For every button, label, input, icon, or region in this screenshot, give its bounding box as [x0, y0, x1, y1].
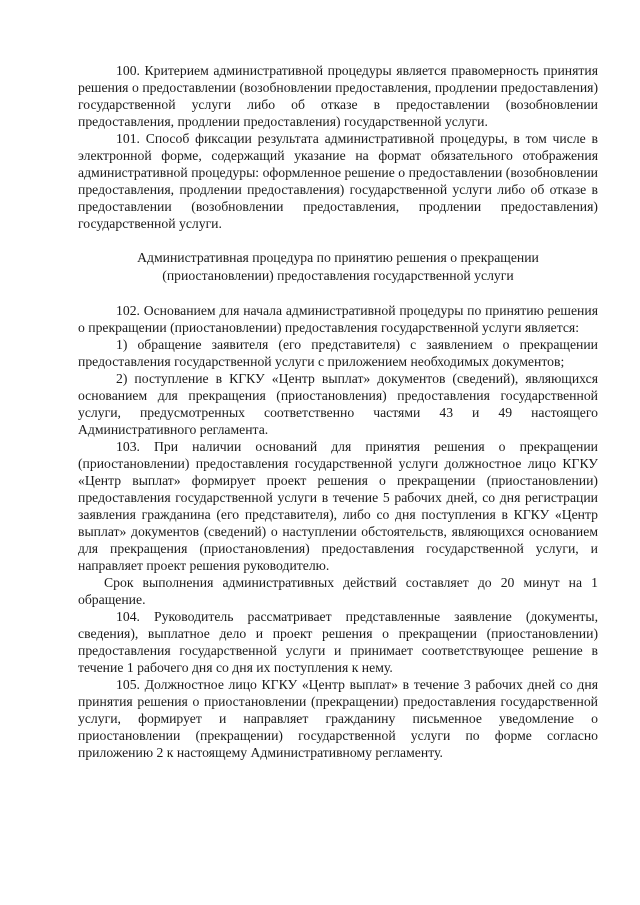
paragraph-102: 102. Основанием для начала административной процедуры по принятию решения о прекращении (приостановлении) предоставления государственной услуги является: — [78, 303, 598, 335]
paragraph-103: 103. При наличии оснований для принятия решения о прекращении (приостановлении) предоставления государственной услуги должностное лицо КГКУ «Центр выплат» формирует проект решения о прекращении (приостановлении) предоставления государственной услуги в течение 5 рабочих дней, со дня регистрации заявления гражданина (его представителя), либо со дня поступления в КГКУ «Центр выплат» документов (сведений) о наступлении обстоятельств, являющихся основанием для прекращения (приостановления) предоставления государственной услуги, и направляет проект решения руководителю. — [78, 439, 598, 573]
paragraph-deadline: Срок выполнения административных действий составляет до 20 минут на 1 обращение. — [78, 575, 598, 607]
document-page — [78, 62, 598, 761]
section-heading: Административная процедура по принятию решения о прекращении (приостановлении) предоставления государственной услуги — [137, 250, 539, 283]
list-item-2: 2) поступление в КГКУ «Центр выплат» документов (сведений), являющихся основанием для прекращения (приостановления) предоставления государственной услуги, предусмотренных соответственно частями 43 и 49 настоящего Административного регламента. — [78, 371, 598, 437]
paragraph-105: 105. Должностное лицо КГКУ «Центр выплат» в течение 3 рабочих дней со дня принятия решения о приостановлении (прекращении) предоставления государственной услуги, формирует и направляет гражданину письменное уведомление о приостановлении (прекращении) государственной услуги по форме согласно приложению 2 к настоящему Административному регламенту. — [78, 677, 598, 760]
list-item-1: 1) обращение заявителя (его представителя) с заявлением о прекращении предоставления государственной услуги с приложением необходимых документов; — [78, 337, 598, 369]
paragraph-101: 101. Способ фиксации результата административной процедуры, в том числе в электронной форме, содержащий указание на формат обязательного отображения административной процедуры: оформленное решение о предоставлении (возобновлении предоставления, продлении предоставления) государственной услуги либо об отказе в предоставлении (возобновлении предоставления, продлении предоставления) государственной услуги. — [78, 131, 598, 231]
paragraph-104: 104. Руководитель рассматривает представленные заявление (документы, сведения), выплатное дело и проект решения о прекращении (приостановлении) предоставления государственной услуги и принимает соответствующее решение в течение 1 рабочего дня со дня их поступления к нему. — [78, 609, 598, 675]
paragraph-100: 100. Критерием административной процедуры является правомерность принятия решения о предоставлении (возобновлении предоставления, продлении предоставления) государственной услуги либо об отказе в предоставлении (возобновлении предоставления, продлении предоставления) государственной услуги. — [78, 63, 598, 129]
